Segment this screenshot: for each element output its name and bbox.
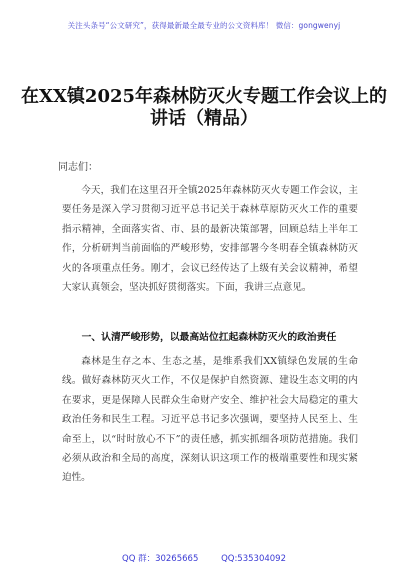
document-title: 在XX镇2025年森林防灭火专题工作会议上的讲话（精品） bbox=[20, 86, 388, 129]
section-heading: 一、认清严峻形势，以最高站位扛起森林防灭火的政治责任 bbox=[81, 332, 337, 343]
footer-qq: QQ:535304092 bbox=[221, 554, 286, 564]
paragraph-intro: 今天，我们在这里召开全镇2025年森林防灭火专题工作会议，主要任务是深入学习贯彻习近平总书记关于森林草原防灭火工作的重要指示精神，全面落实省、市、县的最新决策部署，回顾总结上半年工作，分析研判当前面临的严峻形势，安排部署今冬明春全镇森林防灭火的各项重点任务。刚才，会议已经传达了上级有关会议精神，希望大家认真领会，坚决抓好贯彻落实。下面，我讲三点意见。 bbox=[62, 185, 358, 294]
promo-banner: 关注头条号“公文研究”，获得最新最全最专业的公文资料库！ 微信：gongwenyj bbox=[67, 21, 341, 30]
paragraph-section-1: 森林是生存之本、生态之基，是维系我们XX镇绿色发展的生命线。做好森林防灭火工作，不仅是保护自然资源、建设生态文明的内在要求，更是保障人民群众生命财产安全、维护社会大局稳定的重大政治任务和民生工程。习近平总书记多次强调，要坚持人民至上、生命至上，以“时时放心不下”的责任感，抓实抓细各项防范措施。我们必须从政治和全局的高度，深刻认识这项工作的极端重要性和现实紧迫性。 bbox=[62, 356, 358, 484]
footer-qq-group: QQ 群：30265665 bbox=[122, 554, 199, 564]
footer-contact bbox=[0, 552, 408, 564]
greeting: 同志们： bbox=[58, 162, 98, 173]
